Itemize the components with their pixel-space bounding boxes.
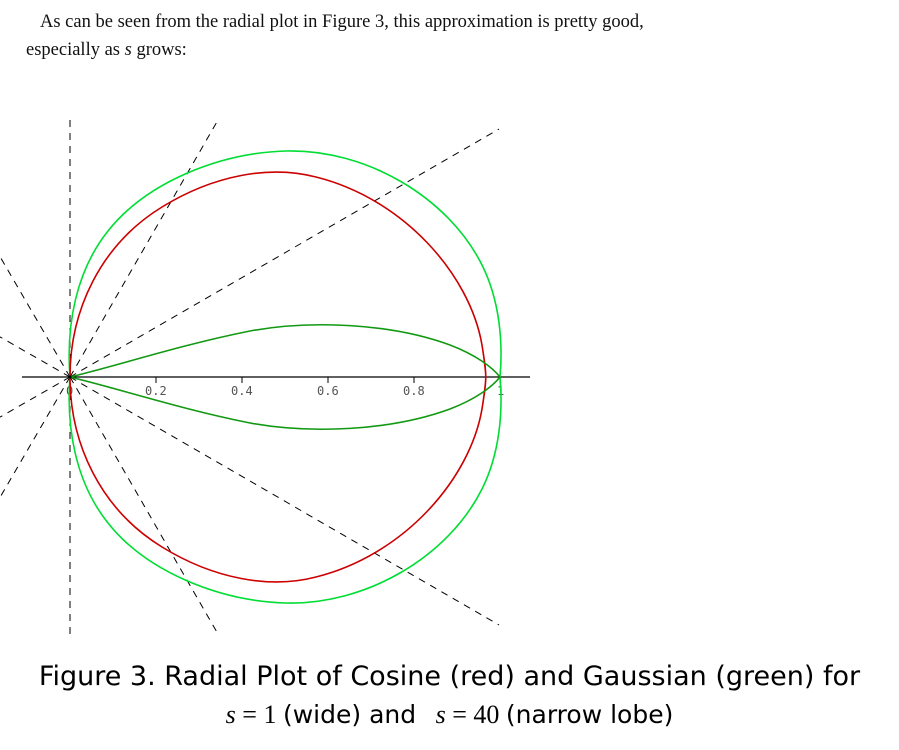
x-tick-label-0.2: 0.2	[145, 384, 167, 398]
figure-3	[0, 95, 899, 655]
polar-ray-240	[0, 377, 70, 506]
intro-variable-s: s	[124, 40, 132, 60]
x-tick-label-0.4: 0.4	[231, 384, 253, 398]
figure-caption	[0, 658, 899, 734]
caption-s1-val: 1	[263, 700, 277, 729]
polar-ray-300	[70, 377, 218, 634]
intro-line-1: As can be seen from the radial plot in Figure 3, this approximation is pretty good,	[40, 12, 644, 32]
intro-line-2-post: grows:	[136, 40, 187, 60]
intro-line-2-pre: especially as	[26, 40, 120, 60]
polar-ray-210	[0, 377, 70, 440]
origin-point	[68, 375, 71, 378]
x-tick-label-0: 0	[66, 384, 74, 398]
polar-ray-60	[70, 120, 218, 377]
caption-s1-eq: =	[242, 700, 257, 729]
caption-s2-val: 40	[473, 700, 500, 729]
x-tick-label-0.6: 0.6	[317, 384, 339, 398]
caption-line-1: Figure 3. Radial Plot of Cosine (red) and Gaussian (green) for	[38, 661, 861, 692]
intro-paragraph	[26, 8, 876, 64]
caption-s2-var: s	[435, 700, 446, 729]
x-axis-tick-labels	[66, 384, 504, 398]
polar-ray-120	[0, 248, 70, 377]
x-axis-ticks	[70, 377, 500, 383]
caption-line-2	[0, 696, 899, 734]
caption-s1-var: s	[225, 700, 236, 729]
caption-s2-eq: =	[452, 700, 467, 729]
caption-s1-note: (wide) and	[282, 700, 417, 729]
radial-plot-svg	[0, 95, 899, 655]
caption-s2-note: (narrow lobe)	[505, 700, 674, 729]
polar-ray-150	[0, 314, 70, 377]
x-tick-label-0.8: 0.8	[403, 384, 425, 398]
x-tick-label-1: 1	[497, 384, 505, 398]
